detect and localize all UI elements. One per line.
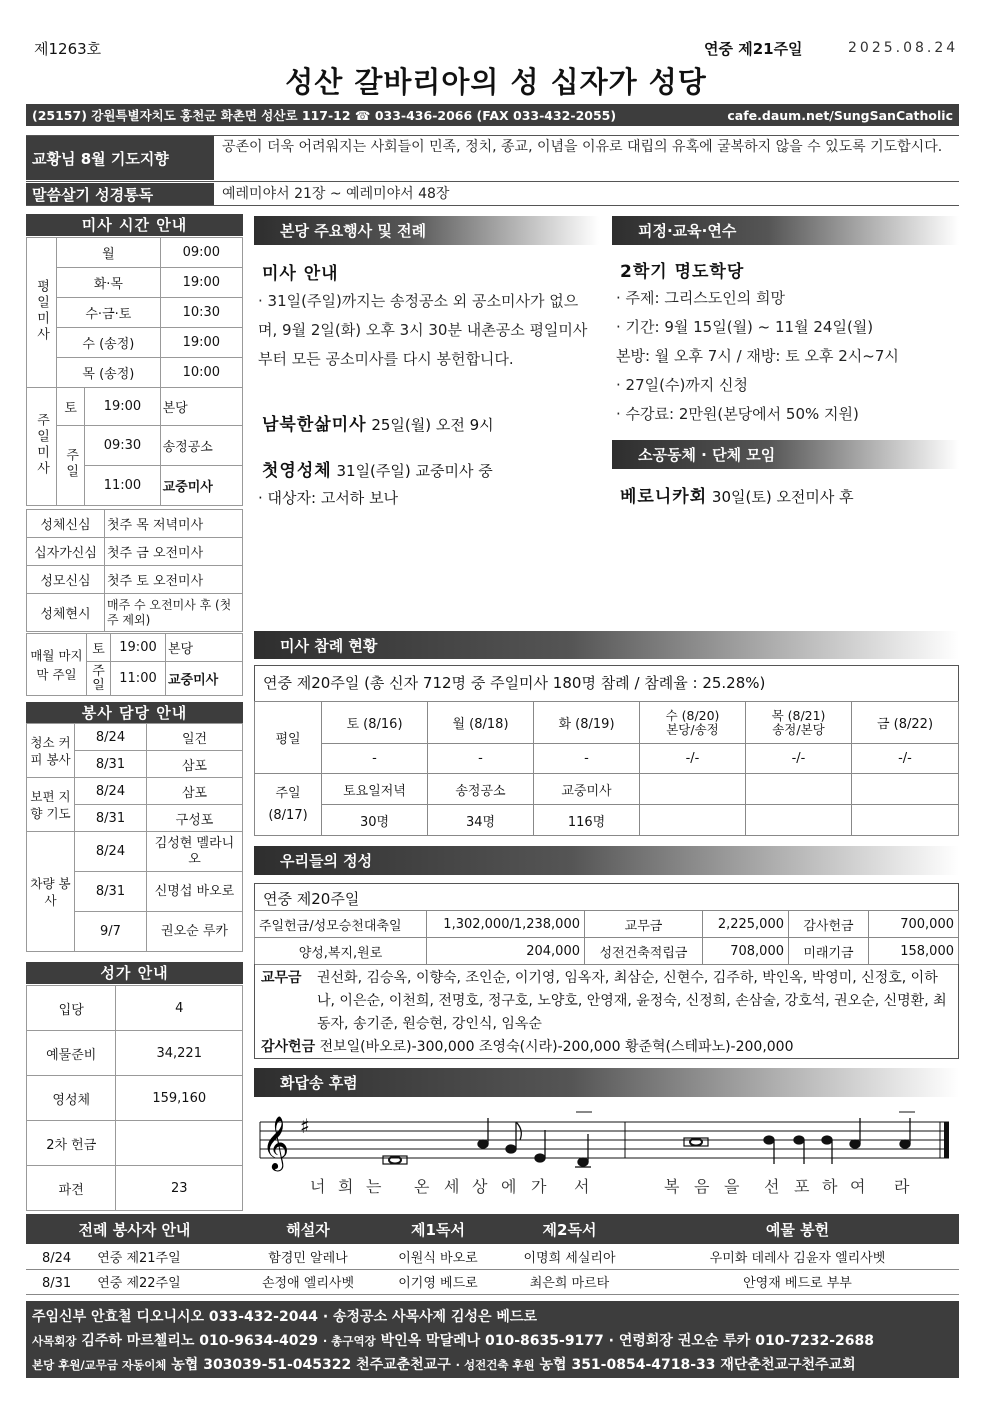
course-title: 2학기 명도학당 <box>620 262 745 282</box>
lyric-syllable: 하 <box>822 1177 839 1196</box>
lyric-syllable: 에 <box>501 1177 518 1196</box>
lyric-syllable: 포 <box>794 1177 811 1196</box>
address: (25157) 강원특별자치도 홍천군 화촌면 성산로 117-12 ☎ 033-436-2066 (FAX 033-432-2055) <box>32 108 617 123</box>
offering-title: 우리들의 정성 <box>254 846 959 875</box>
mass-day: 화·목 <box>57 268 160 298</box>
mass-time: 11:00 <box>111 662 166 696</box>
mass-times-title: 미사 시간 안내 <box>26 214 243 236</box>
weekday-mass-label: 평일미사 <box>34 278 50 343</box>
sunday-count: 30명 <box>322 805 428 836</box>
mass-place: 본당 <box>160 388 242 426</box>
hymn-part: 2차 헌금 <box>27 1121 116 1166</box>
mass-day: 토 <box>87 634 111 662</box>
psalm-score <box>254 1100 959 1204</box>
devotion-name: 십자가신심 <box>27 538 105 566</box>
group-meeting-text: 30일(토) 오전미사 후 <box>711 488 854 506</box>
mass-day: 목 (송정) <box>57 358 160 388</box>
last-sunday-label: 매월 마지막 주일 <box>27 634 87 696</box>
weekday-label: 평일 <box>255 702 322 774</box>
thanks-text: 전보일(바오로)-300,000 조영숙(시라)-200,000 황준혁(스테파노)-200,000 <box>319 1039 794 1055</box>
mass-notice-title: 미사 안내 <box>262 264 339 284</box>
first-reader: 이기영 베드로 <box>398 1276 478 1291</box>
attendance-day: 월 (8/18) <box>428 702 534 744</box>
footer-contact: 박인옥 막달레나 010-8635-9177 <box>380 1333 604 1349</box>
group-name: 베로니카회 <box>620 487 708 507</box>
hymn-part: 파견 <box>27 1166 116 1211</box>
intention-text: 공존이 더욱 어려워지는 사회들이 민족, 정치, 종교, 이념을 이유로 대립의 유혹에 굴복하지 않을 수 있도록 기도합시다. <box>222 139 943 155</box>
service-group: 청소 커피 봉사 <box>27 724 75 778</box>
attendance-day: 금 (8/22) <box>852 702 959 744</box>
hymn-number <box>116 1121 243 1166</box>
service-title: 봉사 담당 안내 <box>26 702 243 723</box>
hymn-number: 159,160 <box>116 1076 243 1121</box>
last-sunday-table <box>26 633 243 696</box>
hymns-title: 성가 안내 <box>26 962 243 984</box>
liturgy-header: 제1독서 <box>411 1220 465 1239</box>
course-line: · 주제: 그리스도인의 희망 <box>616 289 786 307</box>
psalm-title: 화답송 후렴 <box>254 1068 959 1097</box>
lyric-syllable: 여 <box>850 1177 867 1196</box>
mass-time: 19:00 <box>160 268 242 298</box>
service-table <box>26 723 243 952</box>
devotions-table <box>26 509 243 632</box>
sunday-mass: 송정공소 <box>428 774 534 805</box>
offering-amount: 708,000 <box>703 938 789 965</box>
attendance-value: -/- <box>852 744 959 774</box>
first-communion-title: 첫영성체 <box>262 461 332 481</box>
lyric-syllable: 선 <box>764 1177 781 1196</box>
hymn-part: 영성체 <box>27 1076 116 1121</box>
mass-day: 월 <box>57 238 160 268</box>
attendance-value: - <box>428 744 534 774</box>
attendance-value: -/- <box>640 744 746 774</box>
reunify-mass-title: 남북한삶미사 <box>262 415 367 435</box>
lyric-syllable: 서 <box>574 1177 591 1196</box>
mass-day: 주일 <box>87 662 111 696</box>
attendance-value: - <box>322 744 428 774</box>
service-date: 8/31 <box>75 751 147 778</box>
mass-time: 19:00 <box>111 634 166 662</box>
lyric-syllable: 희 <box>338 1177 355 1196</box>
offering-table <box>254 910 959 965</box>
mass-time: 19:00 <box>160 328 242 358</box>
offering-item: 성전건축적립금 <box>585 938 703 965</box>
service-who: 삼포 <box>147 751 243 778</box>
mass-place: 본당 <box>166 634 243 662</box>
offering-item: 감사헌금 <box>789 911 869 938</box>
liturgy-header: 전례 봉사자 안내 <box>78 1220 191 1239</box>
devotion-name: 성체신심 <box>27 510 105 538</box>
mass-place: 송정공소 <box>160 426 242 466</box>
intention-box <box>26 135 959 206</box>
lyric-syllable: 온 <box>414 1177 431 1196</box>
service-who: 구성포 <box>147 805 243 832</box>
offering-amount: 1,302,000/1,238,000 <box>427 911 585 938</box>
service-group: 보편 지향 기도 <box>27 778 75 832</box>
attendance-value: - <box>534 744 640 774</box>
mass-time: 11:00 <box>85 466 160 506</box>
offertory: 우미화 데레사 김윤자 엘리사벳 <box>709 1250 886 1266</box>
sunday-mass: 토요일저녁 <box>322 774 428 805</box>
dues-label: 교무금 <box>261 970 302 986</box>
second-reader: 이명희 세실리아 <box>523 1250 616 1266</box>
attendance-summary: 연중 제20주일 (총 신자 712명 중 주일미사 180명 참례 / 참례율 : 25.28%) <box>254 665 959 701</box>
education-title: 피정·교육·연수 <box>612 216 959 245</box>
footer-label: · 총구역장 <box>322 1334 376 1348</box>
second-reader: 최은희 마르타 <box>529 1276 610 1291</box>
attendance-value: -/- <box>746 744 852 774</box>
service-who: 일건 <box>147 724 243 751</box>
parish-title: 성산 갈바리아의 성 십자가 성당 <box>285 65 707 99</box>
attendance-day: 수 (8/20) 본당/송정 <box>640 702 746 744</box>
mass-times-table <box>26 237 243 506</box>
service-who: 권오순 루카 <box>147 912 243 952</box>
liturgy-date: 8/24 <box>42 1250 72 1266</box>
lyric-syllable: 을 <box>724 1177 741 1196</box>
service-date: 9/7 <box>75 912 147 952</box>
hymn-number: 34,221 <box>116 1031 243 1076</box>
hymn-number: 23 <box>116 1166 243 1211</box>
mass-time: 10:00 <box>160 358 242 388</box>
groups-meeting-title: 소공동체 · 단체 모임 <box>612 440 959 469</box>
dues-names: 권선화, 김승옥, 이향숙, 조인순, 이기영, 임옥자, 최삼순, 신현수, 김주하, 박인옥, 박영미, 신정호, 이하나, 이은순, 이천희, 전명호, 정구호, 노양호, 안영재, 윤정숙, 신정희, 손삼술, 강호석, 권오순, 신명환, 최동자, 송기준, 원승현, 강인식, 임옥순 <box>317 970 947 1032</box>
liturgy-header: 예물 봉헌 <box>765 1220 830 1239</box>
attendance-day: 화 (8/19) <box>534 702 640 744</box>
address-bar <box>26 104 959 126</box>
offering-amount: 2,225,000 <box>703 911 789 938</box>
commentator: 손정애 엘리사벳 <box>261 1276 355 1291</box>
lyric-syllable: 는 <box>366 1177 383 1196</box>
service-date: 8/24 <box>75 832 147 872</box>
liturgy-week: 연중 제22주일 <box>97 1276 181 1291</box>
mass-time: 19:00 <box>85 388 160 426</box>
offering-names <box>254 964 959 1059</box>
liturgy-date: 8/31 <box>42 1276 72 1291</box>
attendance-day: 목 (8/21) 송정/본당 <box>746 702 852 744</box>
mass-day: 수·금·토 <box>57 298 160 328</box>
mass-day: 주일 <box>63 447 79 480</box>
footer-contact: 김주하 마르첼리노 010-9634-4029 <box>81 1333 319 1349</box>
mass-time: 09:30 <box>85 426 160 466</box>
footer-pastor: 주임신부 안효철 디오니시오 033-432-2044 · 송정공소 사목사제 김성은 베드로 <box>32 1309 537 1325</box>
cafe-link[interactable]: cafe.daum.net/SungSanCatholic <box>727 107 953 123</box>
hymn-number: 4 <box>116 986 243 1031</box>
course-line: · 수강료: 2만원(본당에서 50% 지원) <box>616 405 859 423</box>
mass-day: 수 (송정) <box>57 328 160 358</box>
sunday-mass-label: 주일미사 <box>34 412 50 477</box>
offering-week: 연중 제20주일 <box>254 883 959 910</box>
devotion-name: 성체현시 <box>27 594 105 632</box>
attendance-title: 미사 참례 현황 <box>254 631 959 659</box>
service-date: 8/24 <box>75 724 147 751</box>
service-who: 삼포 <box>147 778 243 805</box>
treble-clef-icon: 𝄞 <box>262 1115 290 1169</box>
service-group: 차량 봉사 <box>27 832 75 952</box>
sunday-label: 주일 (8/17) <box>255 774 322 836</box>
liturgy-week: 연중 제21주일 <box>97 1250 181 1266</box>
mass-notice-text: · 31일(주일)까지는 송정공소 외 공소미사가 없으며, 9월 2일(화) 오후 3시 30분 내촌공소 평일미사부터 모든 공소미사를 다시 봉헌합니다. <box>258 292 588 368</box>
mass-day: 토 <box>57 388 85 426</box>
liturgy-header: 해설자 <box>286 1220 330 1239</box>
liturgical-week: 연중 제21주일 <box>704 40 803 58</box>
footer-account: 농협 351-0854-4718-33 재단춘천교구천주교회 <box>539 1357 856 1373</box>
bible-text: 예레미야서 21장 ~ 예레미야서 48장 <box>222 186 450 202</box>
footer <box>26 1301 959 1378</box>
lyric-syllable: 상 <box>472 1177 489 1196</box>
devotion-name: 성모신심 <box>27 566 105 594</box>
attendance-table <box>254 701 959 836</box>
first-reader: 이원식 바오로 <box>398 1250 478 1266</box>
attendance-day: 토 (8/16) <box>322 702 428 744</box>
mass-place: 교중미사 <box>160 466 242 506</box>
liturgy-table <box>26 1214 959 1295</box>
offering-amount: 158,000 <box>869 938 959 965</box>
lyric-syllable: 세 <box>444 1177 461 1196</box>
footer-label: 본당 후원/교무금 자동이체 <box>32 1358 167 1372</box>
devotion-when: 첫주 금 오전미사 <box>105 538 243 566</box>
first-communion-text: 31일(주일) 교중미사 중 <box>336 462 493 480</box>
footer-label: 사목회장 <box>32 1334 77 1348</box>
service-who: 신명섭 바오로 <box>147 872 243 912</box>
course-line: 본방: 월 오후 7시 / 재방: 토 오후 2시~7시 <box>616 347 899 365</box>
lyric-syllable: 가 <box>531 1177 548 1196</box>
commentator: 함경민 알레나 <box>268 1250 348 1266</box>
sharp-icon: ♯ <box>300 1114 310 1138</box>
devotion-when: 매주 수 오전미사 후 (첫 주 제외) <box>105 594 243 632</box>
service-date: 8/31 <box>75 872 147 912</box>
offering-amount: 700,000 <box>869 911 959 938</box>
lyric-syllable: 복 <box>664 1177 681 1196</box>
footer-account: 농협 303039-51-045322 천주교춘천교구 <box>171 1357 451 1373</box>
footer-label: · 성전건축 후원 <box>455 1358 535 1372</box>
hymns-table <box>26 985 243 1211</box>
liturgy-header: 제2독서 <box>542 1220 597 1239</box>
offering-item: 교무금 <box>585 911 703 938</box>
lyric-syllable: 라 <box>894 1177 911 1196</box>
bible-label: 말씀살기 성경통독 <box>26 183 214 205</box>
course-line: · 27일(수)까지 신청 <box>616 376 749 394</box>
sunday-count: 116명 <box>534 805 640 836</box>
devotion-when: 첫주 토 오전미사 <box>105 566 243 594</box>
sunday-mass: 교중미사 <box>534 774 640 805</box>
thanks-label: 감사헌금 <box>261 1039 316 1055</box>
offering-item: 주일헌금/성모승천대축일 <box>255 911 427 938</box>
sunday-count: 34명 <box>428 805 534 836</box>
reunify-mass-text: 25일(월) 오전 9시 <box>371 416 494 434</box>
service-who: 김성현 멜라니오 <box>147 832 243 872</box>
service-date: 8/31 <box>75 805 147 832</box>
first-communion-target: · 대상자: 고서하 보나 <box>258 489 399 507</box>
events-title: 본당 주요행사 및 전례 <box>254 216 599 245</box>
bulletin-date: 2025.08.24 <box>848 40 959 56</box>
devotion-when: 첫주 목 저녁미사 <box>105 510 243 538</box>
mass-time: 09:00 <box>160 238 242 268</box>
offering-amount: 204,000 <box>427 938 585 965</box>
offertory: 안영재 베드로 부부 <box>743 1276 852 1291</box>
course-line: · 기간: 9월 15일(월) ~ 11월 24일(월) <box>616 318 874 336</box>
hymn-part: 입당 <box>27 986 116 1031</box>
offering-item: 미래기금 <box>789 938 869 965</box>
hymn-part: 예물준비 <box>27 1031 116 1076</box>
service-date: 8/24 <box>75 778 147 805</box>
course-lines <box>616 284 956 429</box>
mass-place: 교중미사 <box>166 662 243 696</box>
lyric-syllable: 너 <box>310 1177 327 1196</box>
mass-time: 10:30 <box>160 298 242 328</box>
footer-contact: · 연령회장 권오순 루카 010-7232-2688 <box>608 1333 874 1349</box>
lyric-syllable: 음 <box>694 1177 711 1196</box>
intention-label: 교황님 8월 기도지향 <box>26 136 214 180</box>
offering-item: 양성,복지,원로 <box>255 938 427 965</box>
issue-number: 제1263호 <box>34 40 102 58</box>
